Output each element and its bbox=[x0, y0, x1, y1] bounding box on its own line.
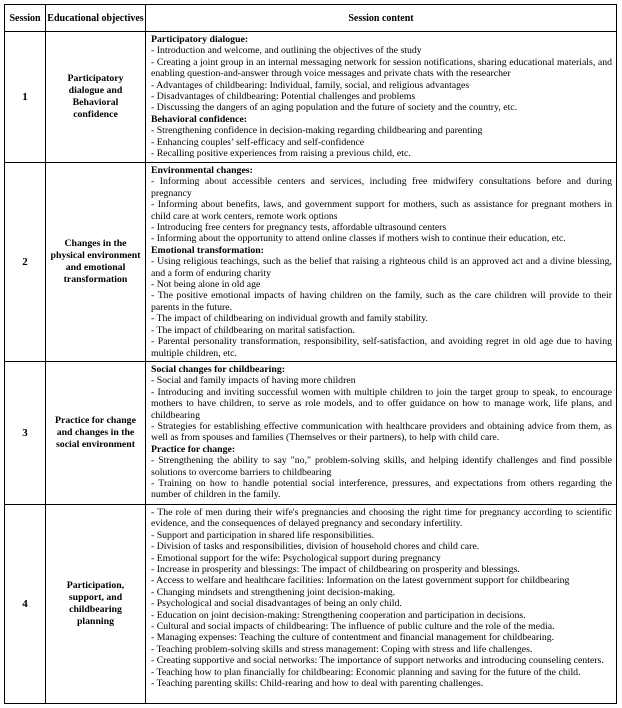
content-bullet: - Disadvantages of childbearing: Potential challenges and problems bbox=[151, 91, 416, 103]
content-bullet: - Cultural and social impacts of childbearing: The influence of public culture and the role of the media. bbox=[151, 620, 555, 632]
content-bullet: - Social and family impacts of having more children bbox=[151, 375, 356, 387]
content-bullet: - Informing about the opportunity to attend online classes if mothers wish to continue their education, etc. bbox=[151, 233, 566, 245]
content-heading: Environmental changes: bbox=[151, 165, 253, 176]
session-row bbox=[5, 361, 617, 504]
session-content-table bbox=[4, 4, 617, 704]
content-heading: Social changes for childbearing: bbox=[151, 363, 285, 375]
content-bullet: - Introducing free centers for pregnancy tests, affordable ultrasound centers bbox=[151, 222, 447, 234]
content-heading: Behavioral confidence: bbox=[151, 113, 248, 125]
content-bullet: - Teaching how to plan financially for childbearing: Economic planning and saving for the future of the child. bbox=[151, 666, 581, 678]
content-bullet: - Support and participation in shared life responsibilities. bbox=[151, 529, 375, 541]
header-educational-objectives: Educational objectives bbox=[46, 5, 146, 32]
content-bullet: - Parental personality transformation, responsibility, self-satisfaction, and avoiding regret in old age due to having multiple children, etc. bbox=[151, 336, 612, 359]
content-bullet: - Managing expenses: Teaching the culture of contentment and financial management for childbearing. bbox=[151, 632, 555, 644]
session-number: 1 bbox=[5, 32, 46, 163]
session-row bbox=[5, 504, 617, 703]
content-bullet: - Using religious teachings, such as the belief that raising a righteous child is an approved act and a divine blessing, and a form of enduring charity bbox=[151, 256, 612, 279]
content-bullet: - The role of men during their wife's pregnancies and choosing the right time for pregnancy according to scientific evidence, and the consequences of delayed pregnancy and secondary infertility. bbox=[151, 506, 612, 530]
content-bullet: - Enhancing couples’ self-efficacy and self-confidence bbox=[151, 136, 365, 148]
content-bullet: - The positive emotional impacts of having children on the family, such as the care children will provide to their parents in the future. bbox=[151, 290, 612, 313]
content-bullet: - Creating supportive and social networks: The importance of support networks and introducing counseling centers. bbox=[151, 655, 604, 667]
educational-objective: Participation, support, and childbearing planning bbox=[46, 504, 146, 703]
content-bullet: - Training on how to handle potential social interference, pressures, and expectations from others regarding the number of children in the family. bbox=[151, 477, 612, 501]
session-row bbox=[5, 163, 617, 362]
content-bullet: - Increase in prosperity and blessings: The impact of childbearing on prosperity and blessings. bbox=[151, 563, 520, 575]
session-content-cell bbox=[146, 163, 617, 362]
educational-objective: Practice for change and changes in the social environment bbox=[46, 361, 146, 504]
content-bullet: - Changing mindsets and strengthening joint decision-making. bbox=[151, 586, 396, 598]
content-bullet: - Advantages of childbearing: Individual, family, social, and religious advantages bbox=[151, 79, 470, 91]
header-session-content: Session content bbox=[146, 5, 617, 32]
content-bullet: - Access to welfare and healthcare facilities: Information on the latest government support for childbearing bbox=[151, 575, 570, 587]
content-bullet: - Education on joint decision-making: Strengthening cooperation and participation in decisions. bbox=[151, 609, 526, 621]
content-bullet: - The impact of childbearing on individual growth and family stability. bbox=[151, 313, 428, 325]
session-number: 3 bbox=[5, 361, 46, 504]
table-body bbox=[5, 32, 617, 704]
content-bullet: - Discussing the dangers of an aging population and the future of society and the country, etc. bbox=[151, 102, 518, 114]
content-bullet: - Creating a joint group in an internal messaging network for session notifications, sharing educational materials, and enabling question-and-answer through voice messages and private chats with the researcher bbox=[151, 56, 612, 80]
session-row bbox=[5, 32, 617, 163]
content-bullet: - Informing about accessible centers and services, including free midwifery consultations before and during pregnancy bbox=[151, 176, 612, 199]
content-bullet: - Introducing and inviting successful women with multiple children to join the target group to speak, to encourage mothers to have children, to serve as role models, and to offer guidance on how to manage work, life plans, and childbearing bbox=[151, 386, 612, 421]
table-header bbox=[5, 5, 617, 32]
session-content-cell bbox=[146, 32, 617, 163]
content-bullet: - Emotional support for the wife: Psychological support during pregnancy bbox=[151, 552, 441, 564]
header-session: Session bbox=[5, 5, 46, 32]
session-number: 2 bbox=[5, 163, 46, 362]
content-bullet: - Strategies for establishing effective communication with healthcare providers and obtaining advice from them, as well as from spouses and families (Themselves or their partners), to help with child care. bbox=[151, 420, 612, 444]
session-content-cell bbox=[146, 504, 617, 703]
content-heading: Emotional transformation: bbox=[151, 244, 264, 256]
educational-objective: Participatory dialogue and Behavioral confidence bbox=[46, 32, 146, 163]
session-number: 4 bbox=[5, 504, 46, 703]
content-bullet: - Strengthening confidence in decision-making regarding childbearing and parenting bbox=[151, 125, 483, 137]
content-bullet: - The impact of childbearing on marital satisfaction. bbox=[151, 324, 355, 336]
session-content-cell bbox=[146, 361, 617, 504]
content-bullet: - Informing about benefits, laws, and government support for mothers, such as assistance for pregnant mothers in child care at work centers, remote work options bbox=[151, 199, 612, 222]
content-heading: Participatory dialogue: bbox=[151, 34, 249, 45]
header-row bbox=[5, 5, 617, 32]
content-bullet: - Division of tasks and responsibilities, division of household chores and child care. bbox=[151, 541, 480, 553]
content-bullet: - Strengthening the ability to say "no," problem-solving skills, and helping identify challenges and find possible solutions to overcome barriers to childbearing bbox=[151, 455, 612, 478]
content-heading: Practice for change: bbox=[151, 443, 236, 455]
content-bullet: - Not being alone in old age bbox=[151, 279, 261, 291]
content-bullet: - Psychological and social disadvantages of being an only child. bbox=[151, 598, 402, 610]
educational-objective: Changes in the physical environment and emotional transformation bbox=[46, 163, 146, 362]
content-bullet: - Teaching problem-solving skills and stress management: Coping with stress and life challenges. bbox=[151, 643, 533, 655]
content-bullet: - Recalling positive experiences from raising a previous child, etc. bbox=[151, 148, 411, 160]
content-bullet: - Teaching parenting skills: Child-rearing and how to deal with parenting challenges. bbox=[151, 678, 484, 689]
content-bullet: - Introduction and welcome, and outlining the objectives of the study bbox=[151, 45, 422, 57]
